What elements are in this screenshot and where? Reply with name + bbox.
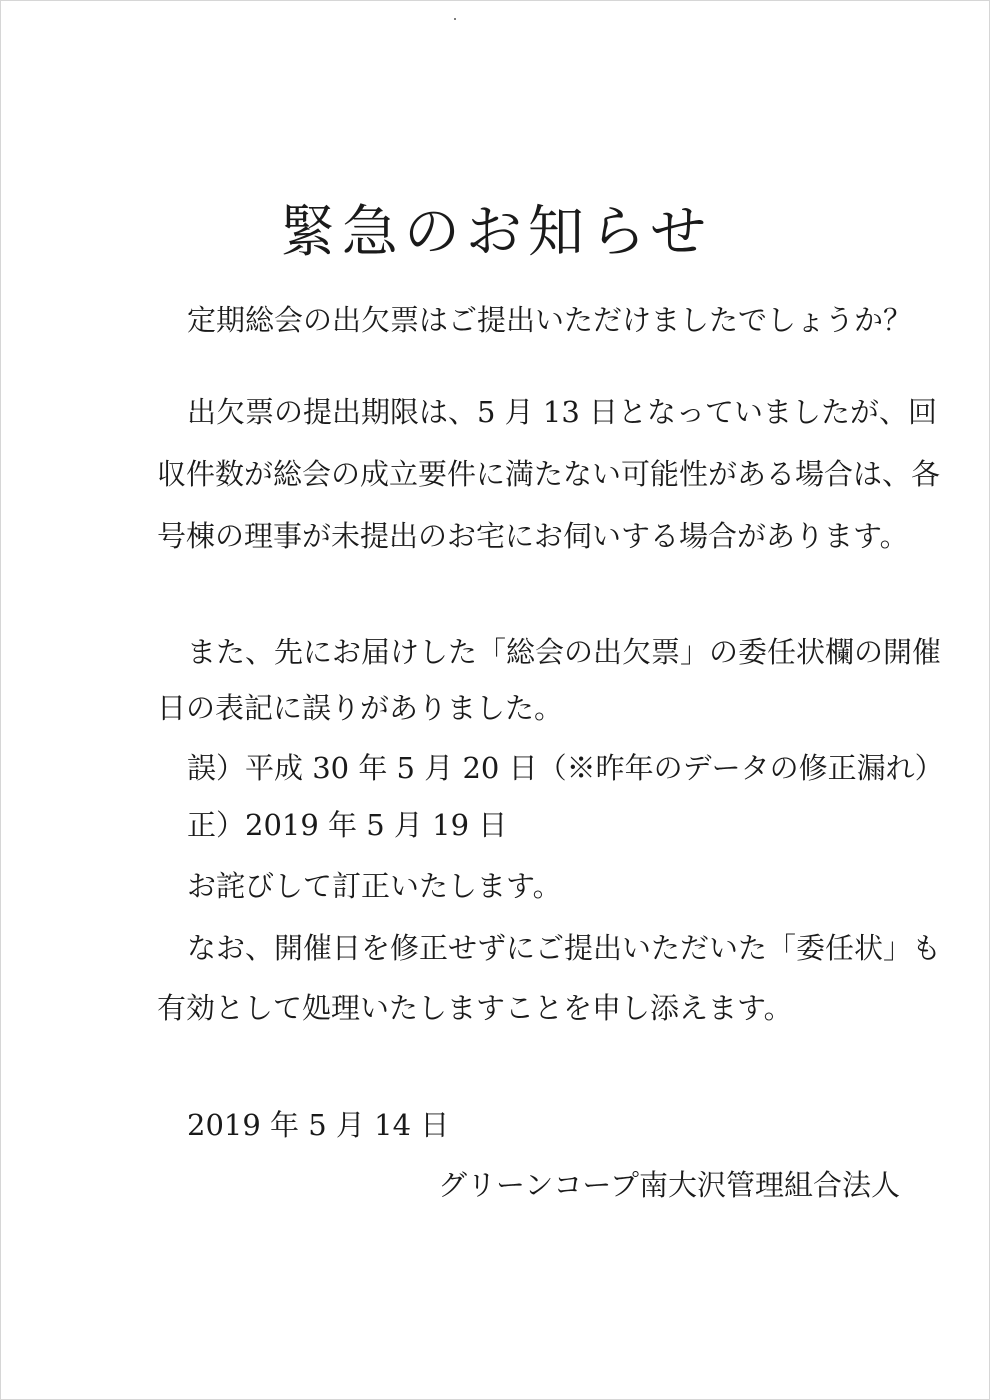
issuer-name: グリーンコープ南大沢管理組合法人 bbox=[438, 1168, 900, 1202]
paragraph-3-line-2: 有効として処理いたしますことを申し添えます。 bbox=[157, 991, 793, 1025]
correction-wrong: 誤）平成 30 年 5 月 20 日（※昨年のデータの修正漏れ） bbox=[187, 751, 944, 785]
paragraph-1-line-2: 収件数が総会の成立要件に満たない可能性がある場合は、各 bbox=[157, 457, 941, 491]
scan-speck bbox=[454, 18, 456, 20]
paragraph-2-line-2: 日の表記に誤りがありました。 bbox=[157, 691, 564, 725]
paragraph-1-line-3: 号棟の理事が未提出のお宅にお伺いする場合があります。 bbox=[157, 519, 909, 553]
apology-line: お詫びして訂正いたします。 bbox=[187, 869, 562, 903]
correction-right: 正）2019 年 5 月 19 日 bbox=[187, 808, 508, 842]
paragraph-2-line-1: また、先にお届けした「総会の出欠票」の委任状欄の開催 bbox=[187, 635, 942, 669]
notice-date: 2019 年 5 月 14 日 bbox=[187, 1108, 450, 1142]
paragraph-3-line-1: なお、開催日を修正せずにご提出いただいた「委任状」も bbox=[187, 931, 942, 965]
notice-title: 緊急のお知らせ bbox=[279, 200, 713, 265]
paragraph-1-line-1: 出欠票の提出期限は、5 月 13 日となっていましたが、回 bbox=[187, 395, 938, 429]
question-line: 定期総会の出欠票はご提出いただけましたでしょうか？ bbox=[187, 303, 913, 337]
